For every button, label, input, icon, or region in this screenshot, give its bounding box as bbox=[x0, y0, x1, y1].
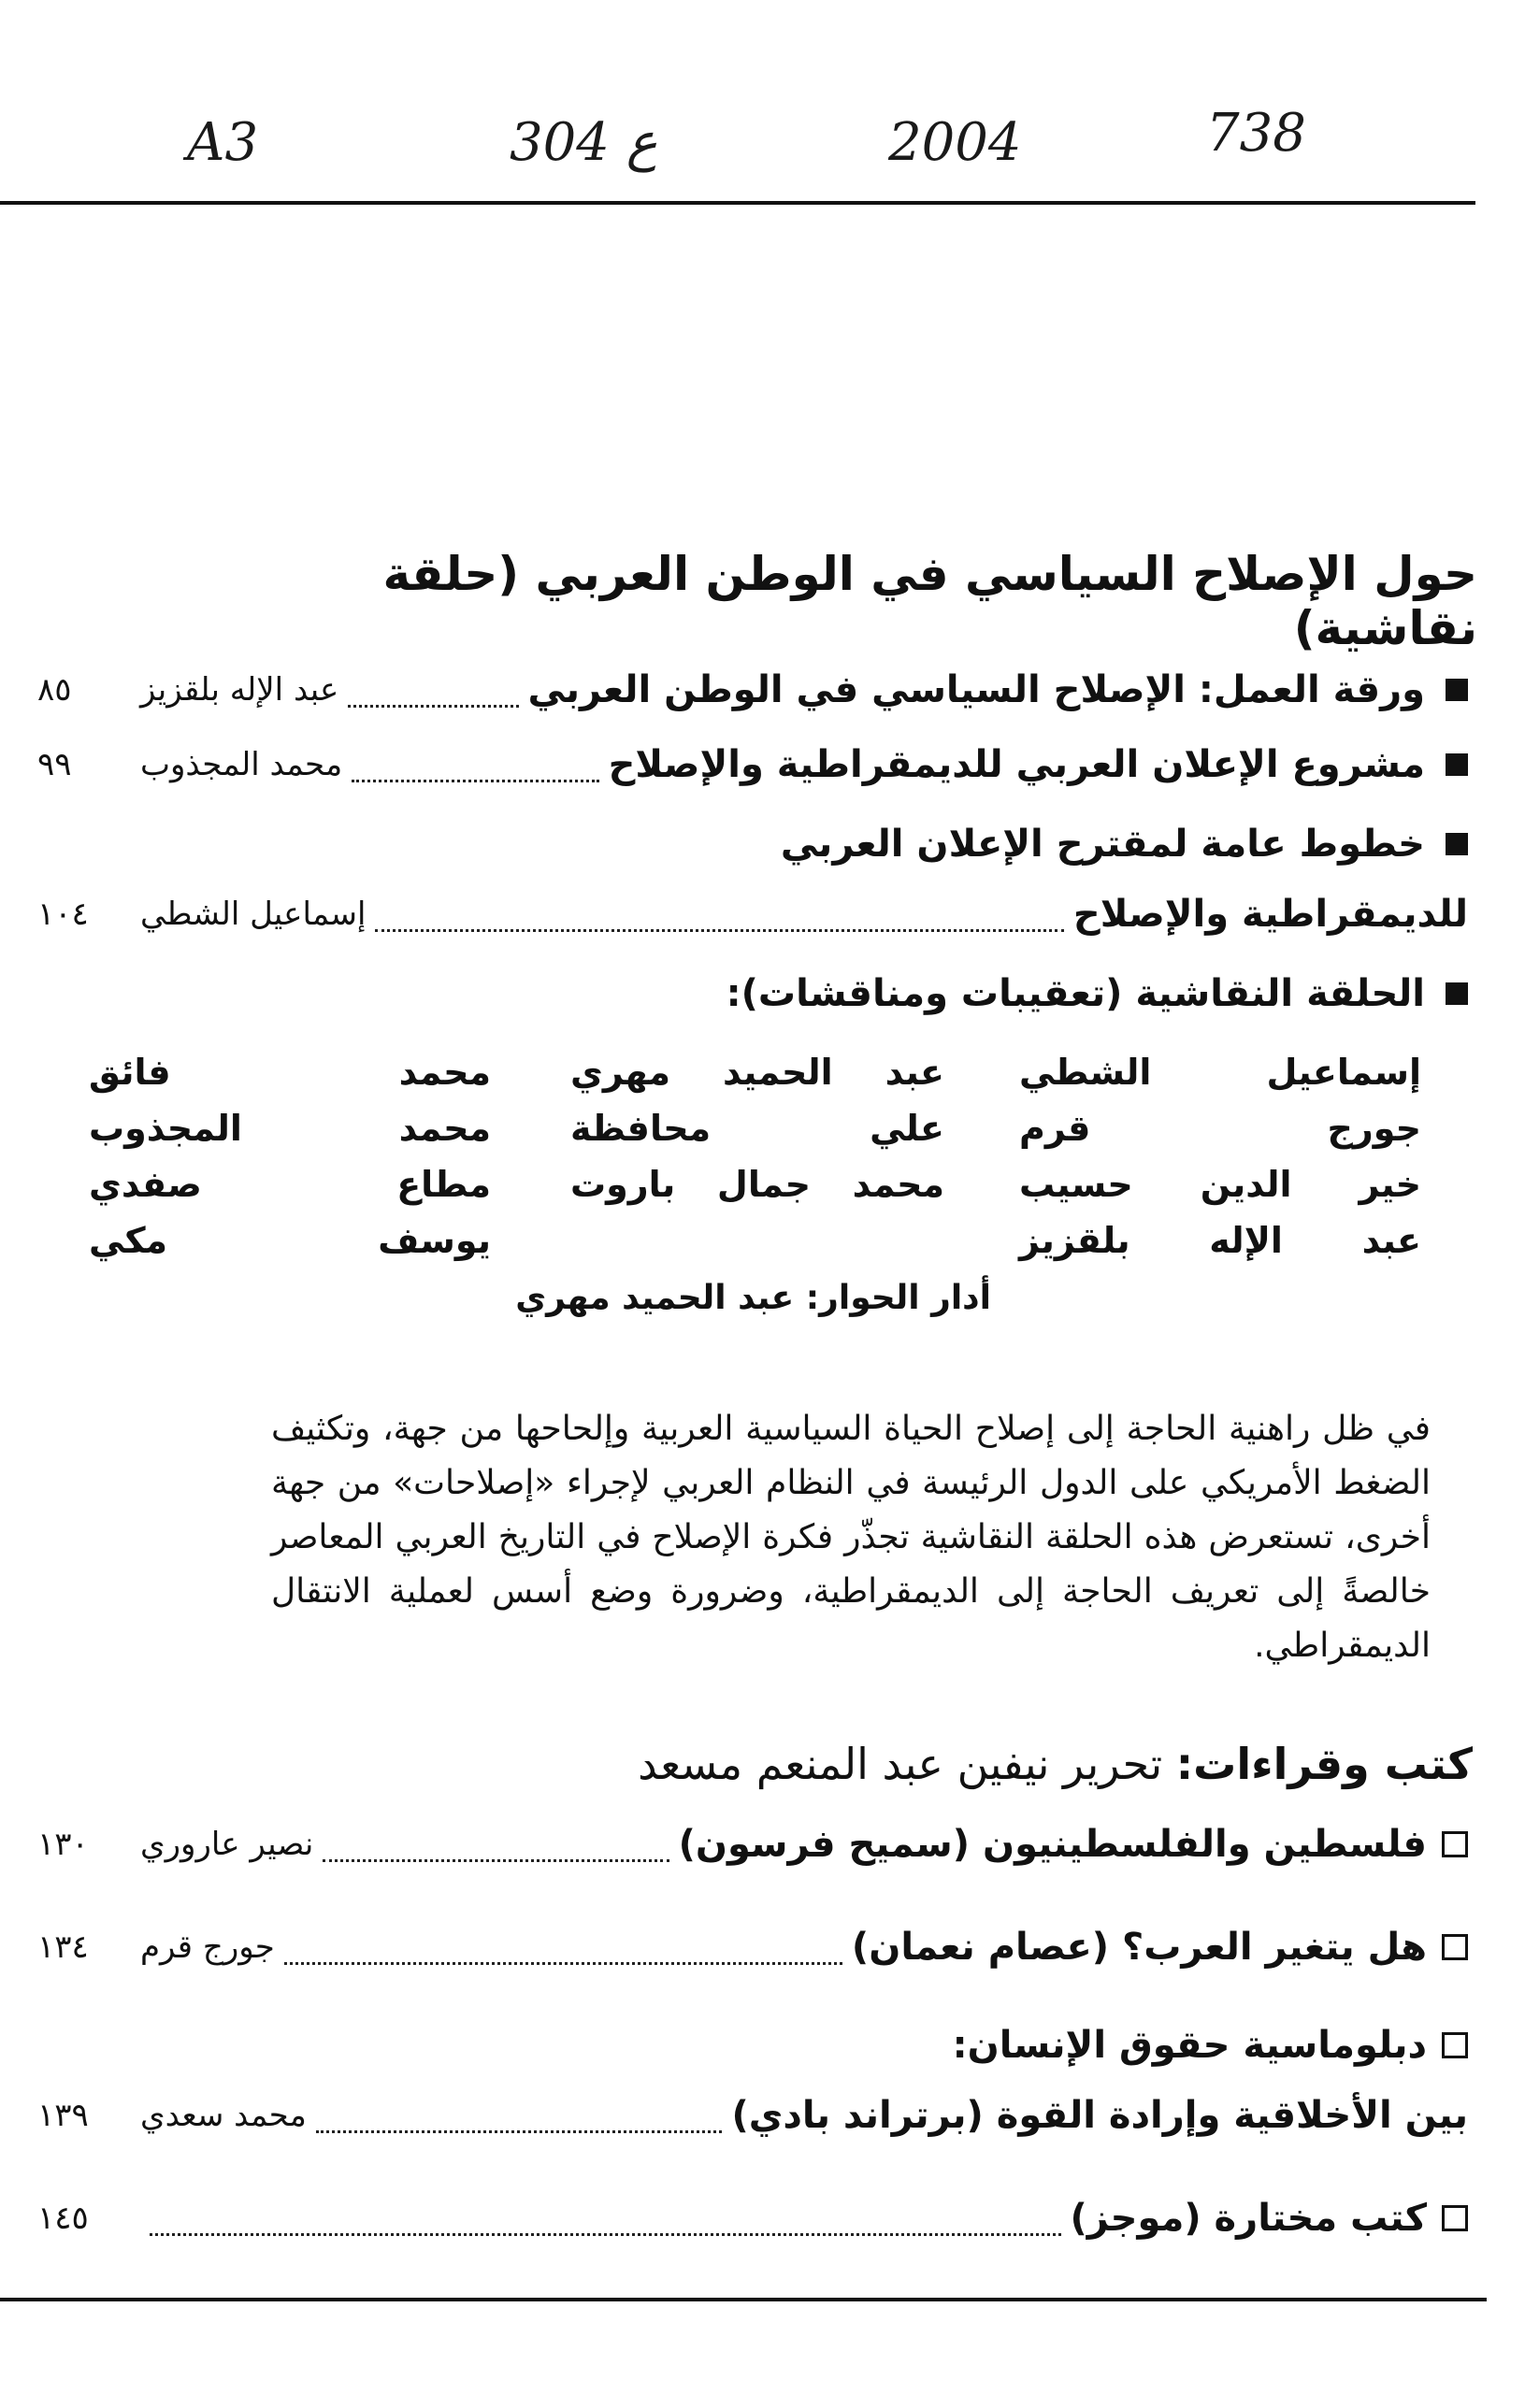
dot-leader bbox=[316, 2128, 723, 2133]
participant: محمد جمال باروت bbox=[570, 1164, 944, 1205]
book-entry[interactable] bbox=[37, 2187, 1468, 2249]
books-section-label: كتب وقراءات: bbox=[1175, 1739, 1473, 1789]
discussion-heading-row bbox=[37, 963, 1468, 1025]
square-bullet-icon bbox=[1446, 982, 1468, 1005]
book-title: دبلوماسية حقوق الإنسان: bbox=[952, 2024, 1427, 2067]
handwritten-code: A3 bbox=[187, 112, 259, 173]
handwritten-id: 738 bbox=[1206, 103, 1306, 164]
dot-leader bbox=[352, 778, 598, 782]
participant: محمد المجذوب bbox=[89, 1108, 491, 1149]
entry-author: إسماعيل الشطي bbox=[140, 896, 367, 933]
square-bullet-icon bbox=[1446, 833, 1468, 855]
top-rule bbox=[0, 201, 1475, 205]
toc-entry-line1[interactable] bbox=[37, 813, 1468, 875]
participant: خير الدين حسيب bbox=[1019, 1164, 1421, 1205]
dot-leader bbox=[375, 927, 1064, 932]
checkbox-icon bbox=[1442, 2205, 1468, 2231]
bottom-rule bbox=[0, 2298, 1487, 2301]
book-page: ١٤٥ bbox=[37, 2200, 89, 2237]
books-editor: تحرير نيفين عبد المنعم مسعد bbox=[638, 1739, 1163, 1789]
dot-leader bbox=[323, 1857, 669, 1862]
square-bullet-icon bbox=[1446, 679, 1468, 701]
toc-entry[interactable] bbox=[37, 659, 1468, 721]
book-entry-line2[interactable] bbox=[37, 2085, 1468, 2146]
book-reviewer: محمد سعدي bbox=[140, 2097, 307, 2134]
checkbox-icon bbox=[1442, 2032, 1468, 2058]
handwritten-year: 2004 bbox=[888, 112, 1022, 173]
participant: إسماعيل الشطي bbox=[1019, 1052, 1421, 1093]
book-entry[interactable] bbox=[37, 1916, 1468, 1978]
participant: جورج قرم bbox=[1019, 1108, 1421, 1149]
entry-title: خطوط عامة لمقترح الإعلان العربي bbox=[780, 823, 1425, 866]
dot-leader bbox=[150, 2231, 1061, 2236]
toc-entry-line2[interactable] bbox=[37, 883, 1468, 945]
entry-page: ٩٩ bbox=[37, 746, 72, 783]
square-bullet-icon bbox=[1446, 753, 1468, 776]
book-entry-line1[interactable] bbox=[37, 2014, 1468, 2076]
section-title: حول الإصلاح السياسي في الوطن العربي (حلقة نقاشية) bbox=[382, 547, 1477, 655]
entry-title-continued: للديمقراطية والإصلاح bbox=[1072, 893, 1468, 936]
entry-author: محمد المجذوب bbox=[140, 746, 343, 783]
participant: محمد فائق bbox=[89, 1052, 491, 1093]
book-title-continued: بين الأخلاقية وإرادة القوة (برتراند بادي) bbox=[731, 2094, 1468, 2137]
participant: عبد الحميد مهري bbox=[570, 1052, 944, 1093]
participant: عبد الإله بلقزيز bbox=[1019, 1220, 1421, 1261]
handwritten-number: 304 ع bbox=[510, 112, 658, 173]
book-entry[interactable] bbox=[37, 1813, 1468, 1875]
book-title: كتب مختارة (موجز) bbox=[1070, 2197, 1427, 2240]
entry-page: ٨٥ bbox=[37, 671, 72, 709]
book-page: ١٣٩ bbox=[37, 2097, 89, 2134]
book-page: ١٣٤ bbox=[37, 1928, 89, 1966]
checkbox-icon bbox=[1442, 1831, 1468, 1857]
participant: علي محافظة bbox=[570, 1108, 944, 1149]
entry-page: ١٠٤ bbox=[37, 896, 89, 933]
discussion-label: الحلقة النقاشية (تعقيبات ومناقشات): bbox=[726, 972, 1425, 1015]
book-page: ١٣٠ bbox=[37, 1826, 89, 1863]
toc-entry[interactable] bbox=[37, 734, 1468, 796]
book-reviewer: نصير عاروري bbox=[140, 1826, 314, 1863]
abstract-paragraph: في ظل راهنية الحاجة إلى إصلاح الحياة السياسية العربية وإلحاحها من جهة، وتكثيف الضغط الأمريكي على الدول الرئيسة في النظام العربي لإجراء «إصلاحات» من جهة أخرى، تستعرض هذه الحلقة النقاشية تجذّر فكرة الإصلاح في التاريخ العربي المعاصر خالصةً إلى تعريف الحاجة إلى الديمقراطية، وضرورة وضع أسس لعملية الانتقال الديمقراطي. bbox=[271, 1410, 1431, 1665]
books-section-header bbox=[561, 1739, 1473, 1789]
participant: مطاع صفدي bbox=[89, 1164, 491, 1205]
participant: يوسف مكي bbox=[89, 1220, 491, 1261]
checkbox-icon bbox=[1442, 1934, 1468, 1960]
entry-title: ورقة العمل: الإصلاح السياسي في الوطن العربي bbox=[527, 668, 1425, 711]
entry-title: مشروع الإعلان العربي للديمقراطية والإصلاح bbox=[608, 743, 1425, 786]
dot-leader bbox=[284, 1960, 842, 1965]
entry-author: عبد الإله بلقزيز bbox=[140, 671, 339, 709]
book-reviewer: جورج قرم bbox=[140, 1928, 275, 1966]
book-title: فلسطين والفلسطينيون (سميح فرسون) bbox=[678, 1823, 1427, 1866]
dot-leader bbox=[348, 703, 518, 708]
moderator-line: أدار الحوار: عبد الحميد مهري bbox=[515, 1279, 991, 1317]
book-title: هل يتغير العرب؟ (عصام نعمان) bbox=[851, 1926, 1427, 1969]
